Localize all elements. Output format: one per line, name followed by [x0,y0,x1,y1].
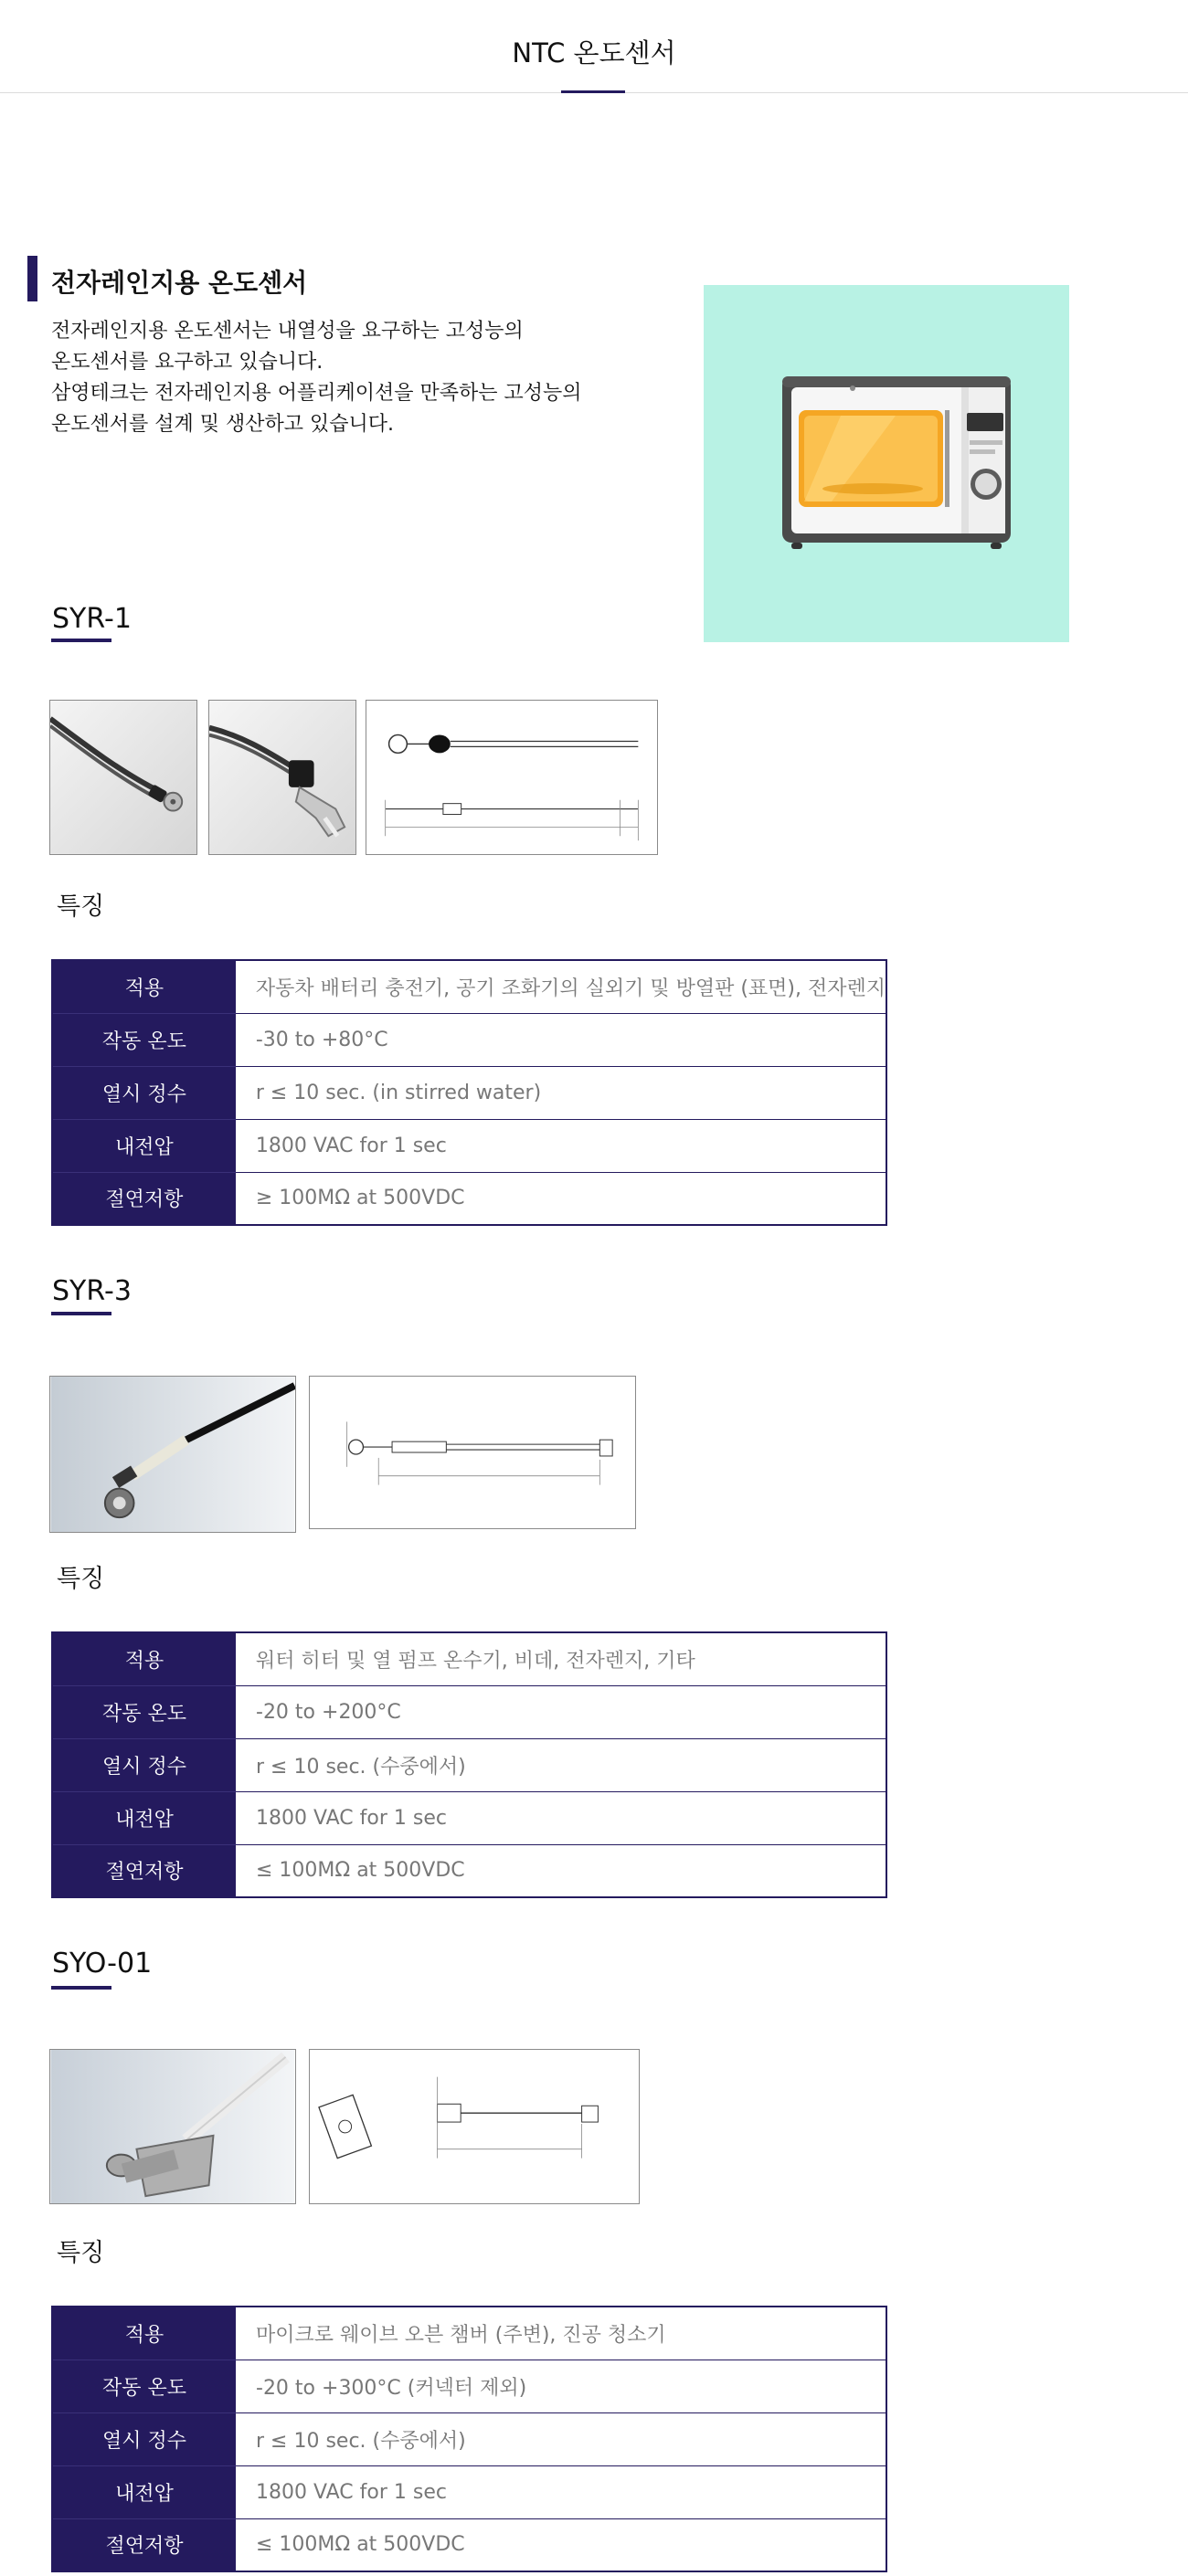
spec-key: 적용 [52,960,236,1013]
table-row [52,2518,886,2571]
spec-value: ≥ 100MΩ at 500VDC [236,1172,886,1225]
product-model-title: SYR-1 [52,603,132,635]
spec-key: 내전압 [52,1791,236,1844]
spec-value: 워터 히터 및 열 펌프 온수기, 비데, 전자렌지, 기타 [236,1632,886,1685]
spec-key: 작동 온도 [52,2360,236,2412]
section-title-bar [27,256,37,301]
microwave-illustration [704,285,1069,642]
product-photo [49,700,197,855]
description-line: 전자레인지용 온도센서는 내열성을 요구하는 고성능의 [51,320,524,343]
product-dimension-drawing [366,700,658,855]
spec-key: 적용 [52,1632,236,1685]
table-row [52,1844,886,1897]
spec-value: r ≤ 10 sec. (수중에서) [236,1738,886,1791]
product-dimension-drawing [309,1376,636,1529]
spec-value: 1800 VAC for 1 sec [236,1119,886,1172]
description-line: 온도센서를 설계 및 생산하고 있습니다. [51,413,394,436]
spec-value: -20 to +200°C [236,1685,886,1738]
spec-value: ≤ 100MΩ at 500VDC [236,1844,886,1897]
spec-value: ≤ 100MΩ at 500VDC [236,2518,886,2571]
section-title: 전자레인지용 온도센서 [51,268,308,298]
spec-key: 작동 온도 [52,1685,236,1738]
spec-value: r ≤ 10 sec. (in stirred water) [236,1066,886,1119]
features-heading: 특징 [57,2239,105,2267]
table-row [52,960,886,1013]
product-dimension-drawing [309,2049,640,2204]
table-row [52,2360,886,2412]
spec-key: 내전압 [52,2465,236,2518]
spec-value: 1800 VAC for 1 sec [236,1791,886,1844]
model-underline [51,1986,111,1990]
table-row [52,1738,886,1791]
table-row [52,1119,886,1172]
table-row [52,1172,886,1225]
spec-value: r ≤ 10 sec. (수중에서) [236,2412,886,2465]
product-model-title: SYR-3 [52,1275,132,1307]
spec-key: 열시 정수 [52,2412,236,2465]
table-row [52,1013,886,1066]
spec-value: 1800 VAC for 1 sec [236,2465,886,2518]
spec-key: 열시 정수 [52,1066,236,1119]
product-model-title: SYO-01 [52,1948,153,1980]
table-row [52,2307,886,2360]
spec-key: 작동 온도 [52,1013,236,1066]
spec-value: -20 to +300°C (커넥터 제외) [236,2360,886,2412]
model-underline [51,639,111,642]
spec-table [51,2306,887,2572]
spec-key: 내전압 [52,1119,236,1172]
table-row [52,1791,886,1844]
title-underline [561,90,625,93]
table-row [52,1066,886,1119]
description-line: 삼영테크는 전자레인지용 어플리케이션을 만족하는 고성능의 [51,382,582,405]
product-photo [208,700,356,855]
spec-value: 자동차 배터리 충전기, 공기 조화기의 실외기 및 방열판 (표면), 전자렌지 [236,960,886,1013]
page-header [0,0,1188,93]
spec-table [51,959,887,1226]
spec-key: 적용 [52,2307,236,2360]
table-row [52,1685,886,1738]
spec-key: 열시 정수 [52,1738,236,1791]
model-underline [51,1312,111,1315]
features-heading: 특징 [57,892,105,921]
product-photo [49,1376,296,1533]
spec-key: 절연저항 [52,1172,236,1225]
table-row [52,2412,886,2465]
spec-key: 절연저항 [52,2518,236,2571]
spec-key: 절연저항 [52,1844,236,1897]
product-photo [49,2049,296,2204]
page-title: NTC 온도센서 [512,37,676,69]
description-line: 온도센서를 요구하고 있습니다. [51,351,324,374]
spec-table [51,1631,887,1898]
table-row [52,2465,886,2518]
section-description [51,316,636,440]
features-heading: 특징 [57,1565,105,1593]
spec-value: 마이크로 웨이브 오븐 챔버 (주변), 진공 청소기 [236,2307,886,2360]
spec-value: -30 to +80°C [236,1013,886,1066]
table-row [52,1632,886,1685]
